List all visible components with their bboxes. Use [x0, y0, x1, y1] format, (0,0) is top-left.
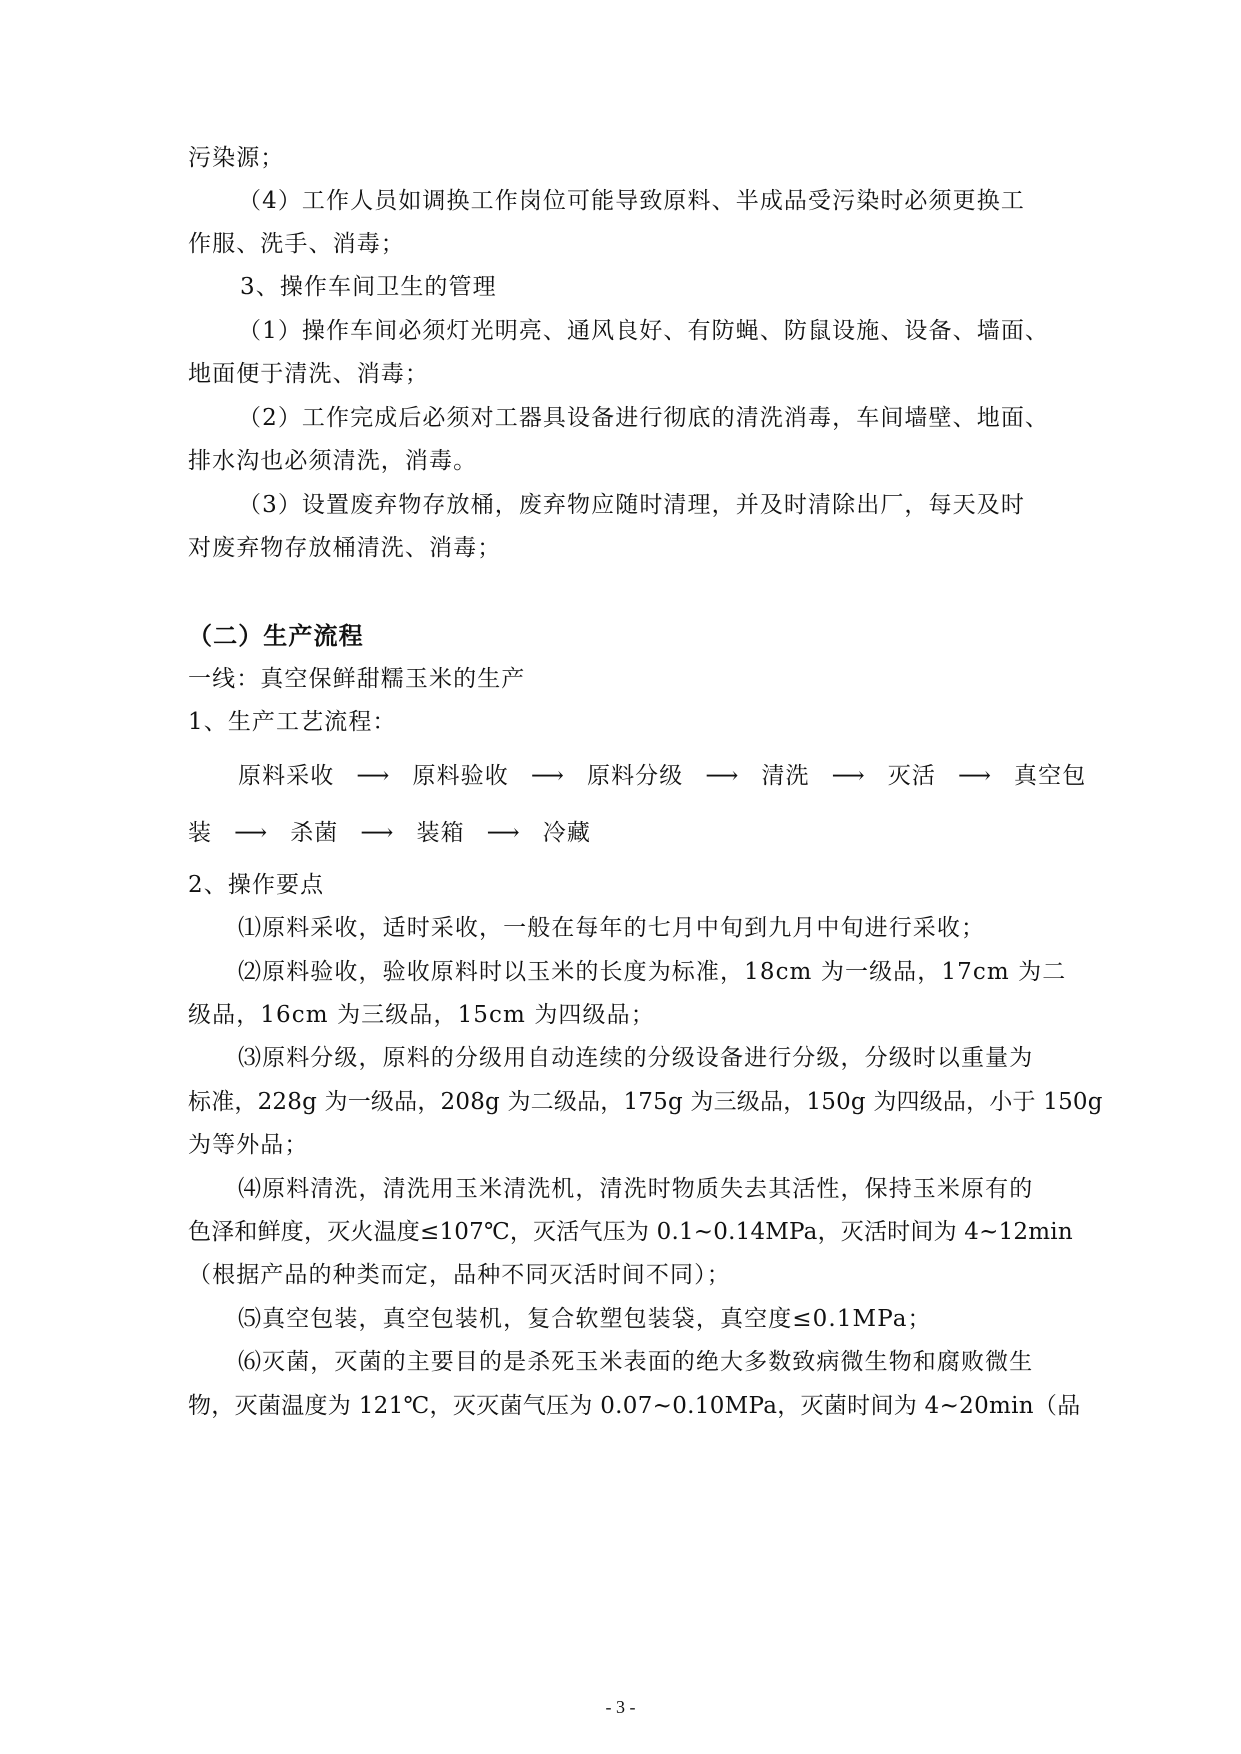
page-number: - 3 - [605, 1697, 636, 1717]
paragraph-line: 作服、洗手、消毒； [188, 231, 405, 257]
arrow-right-icon: ⟶ [360, 820, 395, 846]
paragraph-line: ⑷原料清洗，清洗用玉米清洗机，清洗时物质失去其活性，保持玉米原有的 [238, 1176, 1034, 1202]
paragraph-line: ⑵原料验收，验收原料时以玉米的长度为标准，18cm 为一级品，17cm 为二 [238, 959, 1067, 985]
paragraph-line: 物，灭菌温度为 121℃，灭灭菌气压为 0.07~0.10MPa，灭菌时间为 4~20min（品 [188, 1393, 1081, 1419]
flow-step: 冷藏 [542, 820, 591, 846]
paragraph-line: （3）设置废弃物存放桶，废弃物应随时清理，并及时清除出厂，每天及时 [238, 492, 1025, 518]
flow-step: 灭活 [887, 763, 936, 789]
paragraph-line: 排水沟也必须清洗，消毒。 [188, 448, 478, 474]
arrow-right-icon: ⟶ [705, 763, 740, 789]
process-flow-row-2 [188, 818, 1060, 848]
arrow-right-icon: ⟶ [530, 763, 565, 789]
arrow-right-icon: ⟶ [356, 763, 391, 789]
section-subheading: 3、操作车间卫生的管理 [240, 274, 497, 300]
paragraph-line: 级品，16cm 为三级品，15cm 为四级品； [188, 1002, 655, 1028]
arrow-right-icon: ⟶ [831, 763, 866, 789]
arrow-right-icon: ⟶ [234, 820, 269, 846]
flow-step: 装 [188, 820, 213, 846]
arrow-right-icon: ⟶ [957, 763, 993, 789]
flow-step: 原料验收 [412, 763, 509, 789]
paragraph-line: 为等外品； [188, 1132, 309, 1158]
paragraph-line: 地面便于清洗、消毒； [188, 361, 429, 387]
paragraph-line: ⑹灭菌，灭菌的主要目的是杀死玉米表面的绝大多数致病微生物和腐败微生 [238, 1349, 1034, 1375]
paragraph-line: ⑶原料分级，原料的分级用自动连续的分级设备进行分级，分级时以重量为 [238, 1045, 1034, 1071]
arrow-right-icon: ⟶ [486, 820, 521, 846]
paragraph-line: ⑴原料采收，适时采收，一般在每年的七月中旬到九月中旬进行采收； [238, 915, 986, 941]
paragraph-line: 1、生产工艺流程： [188, 709, 397, 735]
paragraph-line: ⑸真空包装，真空包装机，复合软塑包装袋，真空度≤0.1MPa； [238, 1306, 932, 1332]
paragraph-line: 一线：真空保鲜甜糯玉米的生产 [188, 666, 526, 692]
paragraph-line: 污染源； [188, 145, 285, 171]
paragraph-line: （1）操作车间必须灯光明亮、通风良好、有防蝇、防鼠设施、设备、墙面、 [238, 318, 1050, 344]
flow-step: 真空包 [1014, 763, 1087, 789]
flow-step: 装箱 [416, 820, 465, 846]
process-flow-row-1 [238, 761, 1087, 791]
paragraph-line: （4）工作人员如调换工作岗位可能导致原料、半成品受污染时必须更换工 [238, 188, 1025, 214]
flow-step: 杀菌 [290, 820, 339, 846]
flow-step: 原料采收 [238, 763, 335, 789]
paragraph-line: （2）工作完成后必须对工器具设备进行彻底的清洗消毒，车间墙壁、地面、 [238, 405, 1050, 431]
paragraph-line: （根据产品的种类而定，品种不同灭活时间不同）； [188, 1262, 731, 1288]
flow-step: 清洗 [761, 763, 810, 789]
paragraph-line: 色泽和鲜度，灭火温度≤107℃，灭活气压为 0.1~0.14MPa，灭活时间为 4~12min [188, 1219, 1073, 1245]
flow-step: 原料分级 [586, 763, 684, 789]
section-heading: （二）生产流程 [188, 621, 364, 650]
paragraph-line: 对废弃物存放桶清洗、消毒； [188, 535, 502, 561]
section-subheading: 2、操作要点 [188, 872, 325, 898]
paragraph-line: 标准，228g 为一级品，208g 为二级品，175g 为三级品，150g 为四级品，小于 150g [188, 1089, 1103, 1115]
